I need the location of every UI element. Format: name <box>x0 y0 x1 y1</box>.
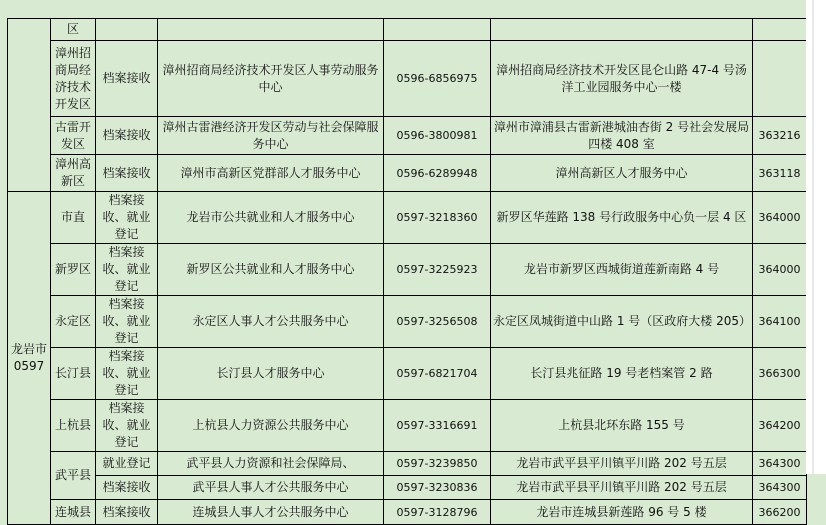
name-cell: 漳州古雷港经济开发区劳动与社会保障服务中心 <box>158 117 384 155</box>
name-cell: 漳州招商局经济技术开发区人事劳动服务中心 <box>158 41 384 117</box>
table-row <box>8 41 807 117</box>
phone-cell: 0597-3225923 <box>384 244 491 296</box>
top-margin <box>0 0 826 18</box>
city-name: 龙岩市 <box>10 342 47 356</box>
name-cell: 长汀县人才服务中心 <box>158 348 384 400</box>
city-cell-longyan <box>8 192 51 525</box>
phone-cell: 0597-3316691 <box>384 400 491 452</box>
address-cell <box>491 19 753 41</box>
district-cell: 永定区 <box>51 296 96 348</box>
phone-cell: 0596-6856975 <box>384 41 491 117</box>
type-cell: 档案接收 <box>96 41 158 117</box>
address-cell: 永定区凤城街道中山路 1 号（区政府大楼 205） <box>491 296 753 348</box>
phone-cell: 0597-3239850 <box>384 452 491 476</box>
address-cell: 龙岩市武平县平川镇平川路 202 号五层 <box>491 476 753 500</box>
name-cell: 漳州市高新区党群部人才服务中心 <box>158 155 384 192</box>
service-center-table <box>7 18 807 525</box>
phone-cell: 0597-3230836 <box>384 476 491 500</box>
type-cell: 档案接收 <box>96 476 158 500</box>
zip-cell: 364000 <box>753 192 807 244</box>
phone-cell <box>384 19 491 41</box>
type-cell: 档案接收 <box>96 155 158 192</box>
phone-cell: 0596-3800981 <box>384 117 491 155</box>
window-right-edge <box>806 0 826 474</box>
district-cell: 市直 <box>51 192 96 244</box>
phone-cell: 0597-3128796 <box>384 500 491 525</box>
city-area-code: 0597 <box>13 359 45 373</box>
type-cell: 档案接收、就业登记 <box>96 296 158 348</box>
zip-cell <box>753 41 807 117</box>
name-cell: 永定区人事人才公共服务中心 <box>158 296 384 348</box>
zip-cell: 364200 <box>753 400 807 452</box>
name-cell: 连城县人事人才公共服务中心 <box>158 500 384 525</box>
table-row <box>8 155 807 192</box>
type-cell: 档案接收 <box>96 117 158 155</box>
zip-cell: 364300 <box>753 476 807 500</box>
table-row <box>8 348 807 400</box>
table-row <box>8 500 807 525</box>
address-cell: 龙岩市连城县新莲路 96 号 5 楼 <box>491 500 753 525</box>
phone-cell: 0597-3218360 <box>384 192 491 244</box>
type-cell: 档案接收、就业登记 <box>96 244 158 296</box>
district-cell: 连城县 <box>51 500 96 525</box>
table-row <box>8 476 807 500</box>
district-cell: 漳州高新区 <box>51 155 96 192</box>
district-cell: 古雷开发区 <box>51 117 96 155</box>
phone-cell: 0597-6821704 <box>384 348 491 400</box>
zip-cell: 364300 <box>753 452 807 476</box>
scrollbar-track[interactable] <box>812 0 814 474</box>
address-cell: 漳州市漳浦县古雷新港城油杏街 2 号社会发展局四楼 408 室 <box>491 117 753 155</box>
zip-cell: 364000 <box>753 244 807 296</box>
name-cell: 新罗区公共就业和人才服务中心 <box>158 244 384 296</box>
table-row <box>8 452 807 476</box>
address-cell: 上杭县北环东路 155 号 <box>491 400 753 452</box>
city-cell-zhangzhou <box>8 19 51 192</box>
type-cell: 档案接收、就业登记 <box>96 192 158 244</box>
table-row <box>8 19 807 41</box>
name-cell: 武平县人事人才公共服务中心 <box>158 476 384 500</box>
district-cell: 漳州招商局经济技术开发区 <box>51 41 96 117</box>
phone-cell: 0597-3256508 <box>384 296 491 348</box>
type-cell: 档案接收 <box>96 500 158 525</box>
zip-cell: 363118 <box>753 155 807 192</box>
district-cell: 长汀县 <box>51 348 96 400</box>
table-row <box>8 117 807 155</box>
zip-cell: 363216 <box>753 117 807 155</box>
type-cell: 档案接收、就业登记 <box>96 400 158 452</box>
table-row <box>8 296 807 348</box>
address-cell: 漳州高新区人才服务中心 <box>491 155 753 192</box>
address-cell: 龙岩市武平县平川镇平川路 202 号五层 <box>491 452 753 476</box>
district-cell: 武平县 <box>51 452 96 500</box>
name-cell: 上杭县人力资源公共服务中心 <box>158 400 384 452</box>
table-row <box>8 400 807 452</box>
zip-cell: 366300 <box>753 348 807 400</box>
address-cell: 龙岩市新罗区西城街道莲新南路 4 号 <box>491 244 753 296</box>
zip-cell: 366200 <box>753 500 807 525</box>
address-cell: 长汀县兆征路 19 号老档案管 2 路 <box>491 348 753 400</box>
table-row <box>8 192 807 244</box>
zip-cell: 364100 <box>753 296 807 348</box>
table-row <box>8 244 807 296</box>
district-cell: 新罗区 <box>51 244 96 296</box>
type-cell: 档案接收、就业登记 <box>96 348 158 400</box>
name-cell: 龙岩市公共就业和人才服务中心 <box>158 192 384 244</box>
address-cell: 新罗区华莲路 138 号行政服务中心负一层 4 区 <box>491 192 753 244</box>
type-cell <box>96 19 158 41</box>
phone-cell: 0596-6289948 <box>384 155 491 192</box>
district-cell: 区 <box>51 19 96 41</box>
zip-cell <box>753 19 807 41</box>
name-cell <box>158 19 384 41</box>
name-cell: 武平县人力资源和社会保障局、 <box>158 452 384 476</box>
district-cell: 上杭县 <box>51 400 96 452</box>
type-cell: 就业登记 <box>96 452 158 476</box>
address-cell: 漳州招商局经济技术开发区昆仑山路 47-4 号汤洋工业园服务中心一楼 <box>491 41 753 117</box>
